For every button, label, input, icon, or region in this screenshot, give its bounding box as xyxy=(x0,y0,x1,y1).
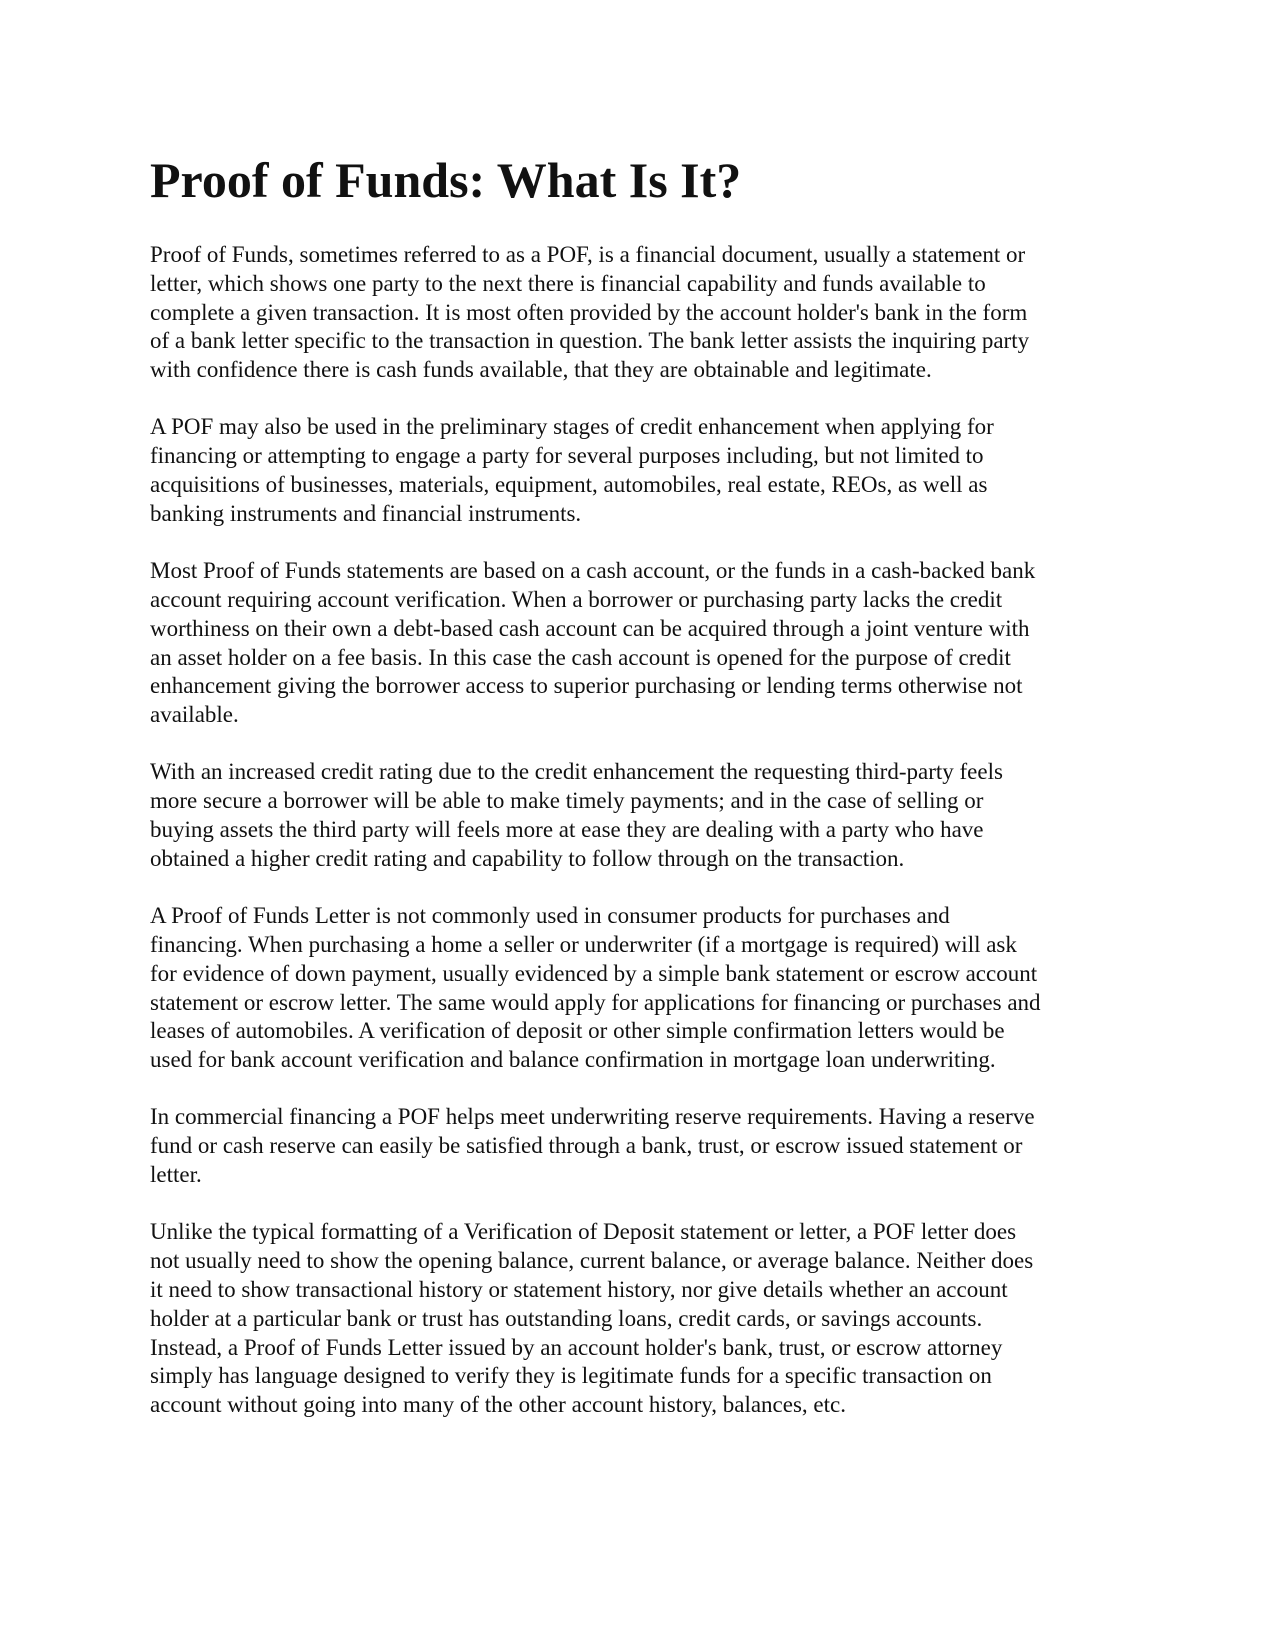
paragraph-line: buying assets the third party will feels more at ease they are dealing with a party who have xyxy=(150,817,984,843)
paragraph-line: letter, which shows one party to the next there is financial capability and funds available to xyxy=(150,270,986,296)
paragraph-line: holder at a particular bank or trust has outstanding loans, credit cards, or savings accounts. xyxy=(150,1305,983,1331)
paragraph-line: financing. When purchasing a home a seller or underwriter (if a mortgage is required) will ask xyxy=(150,931,1017,957)
paragraph-2 xyxy=(150,413,1125,528)
paragraph-line: not usually need to show the opening balance, current balance, or average balance. Neither does xyxy=(150,1248,1034,1274)
paragraph-line: statement or escrow letter. The same would apply for applications for financing or purchases and xyxy=(150,989,1041,1015)
paragraph-line: acquisitions of businesses, materials, equipment, automobiles, real estate, REOs, as well as xyxy=(150,472,988,498)
paragraph-line: financing or attempting to engage a party for several purposes including, but not limited to xyxy=(150,443,984,469)
paragraph-line: with confidence there is cash funds available, that they are obtainable and legitimate. xyxy=(150,357,932,383)
paragraph-line: Instead, a Proof of Funds Letter issued by an account holder's bank, trust, or escrow attorney xyxy=(150,1334,1003,1360)
paragraph-line: of a bank letter specific to the transaction in question. The bank letter assists the inquiring party xyxy=(150,328,1030,354)
paragraph-line: A POF may also be used in the preliminary stages of credit enhancement when applying for xyxy=(150,414,994,440)
paragraph-line: an asset holder on a fee basis. In this case the cash account is opened for the purpose of credit xyxy=(150,644,1011,670)
paragraph-line: leases of automobiles. A verification of deposit or other simple confirmation letters would be xyxy=(150,1018,1005,1044)
paragraph-line: Most Proof of Funds statements are based on a cash account, or the funds in a cash-backed bank xyxy=(150,558,1036,584)
paragraph-line: account requiring account verification. When a borrower or purchasing party lacks the credit xyxy=(150,586,1003,612)
paragraph-line: fund or cash reserve can easily be satisfied through a bank, trust, or escrow issued statement or xyxy=(150,1133,1023,1159)
paragraph-line: for evidence of down payment, usually evidenced by a simple bank statement or escrow account xyxy=(150,960,1038,986)
paragraph-4 xyxy=(150,758,1125,873)
paragraph-line: With an increased credit rating due to the credit enhancement the requesting third-party feels xyxy=(150,759,1003,785)
paragraph-line: account without going into many of the other account history, balances, etc. xyxy=(150,1392,846,1418)
paragraph-line: banking instruments and financial instruments. xyxy=(150,500,582,526)
paragraph-line: In commercial financing a POF helps meet underwriting reserve requirements. Having a reserve xyxy=(150,1104,1035,1130)
paragraph-line: Unlike the typical formatting of a Verification of Deposit statement or letter, a POF letter does xyxy=(150,1219,1017,1245)
document-body xyxy=(150,150,1125,1420)
paragraph-line: A Proof of Funds Letter is not commonly used in consumer products for purchases and xyxy=(150,903,950,929)
paragraph-line: simply has language designed to verify they is legitimate funds for a specific transaction on xyxy=(150,1363,992,1389)
paragraph-7 xyxy=(150,1218,1125,1420)
paragraph-line: complete a given transaction. It is most often provided by the account holder's bank in the form xyxy=(150,299,1028,325)
paragraph-line: letter. xyxy=(150,1162,202,1188)
paragraph-line: used for bank account verification and balance confirmation in mortgage loan underwriting. xyxy=(150,1047,996,1073)
page-title: Proof of Funds: What Is It? xyxy=(150,152,742,208)
paragraph-5 xyxy=(150,902,1125,1075)
paragraph-line: Proof of Funds, sometimes referred to as a POF, is a financial document, usually a statement or xyxy=(150,242,1026,267)
paragraph-1 xyxy=(150,241,1125,385)
paragraph-line: available. xyxy=(150,702,239,728)
paragraph-line: more secure a borrower will be able to make timely payments; and in the case of selling or xyxy=(150,788,984,814)
paragraph-3 xyxy=(150,557,1125,730)
paragraph-6 xyxy=(150,1103,1125,1189)
paragraph-line: it need to show transactional history or statement history, nor give details whether an account xyxy=(150,1276,1008,1302)
paragraph-line: obtained a higher credit rating and capability to follow through on the transaction. xyxy=(150,845,905,871)
paragraph-line: worthiness on their own a debt-based cash account can be acquired through a joint venture with xyxy=(150,615,1030,641)
paragraph-line: enhancement giving the borrower access to superior purchasing or lending terms otherwise not xyxy=(150,673,1023,699)
